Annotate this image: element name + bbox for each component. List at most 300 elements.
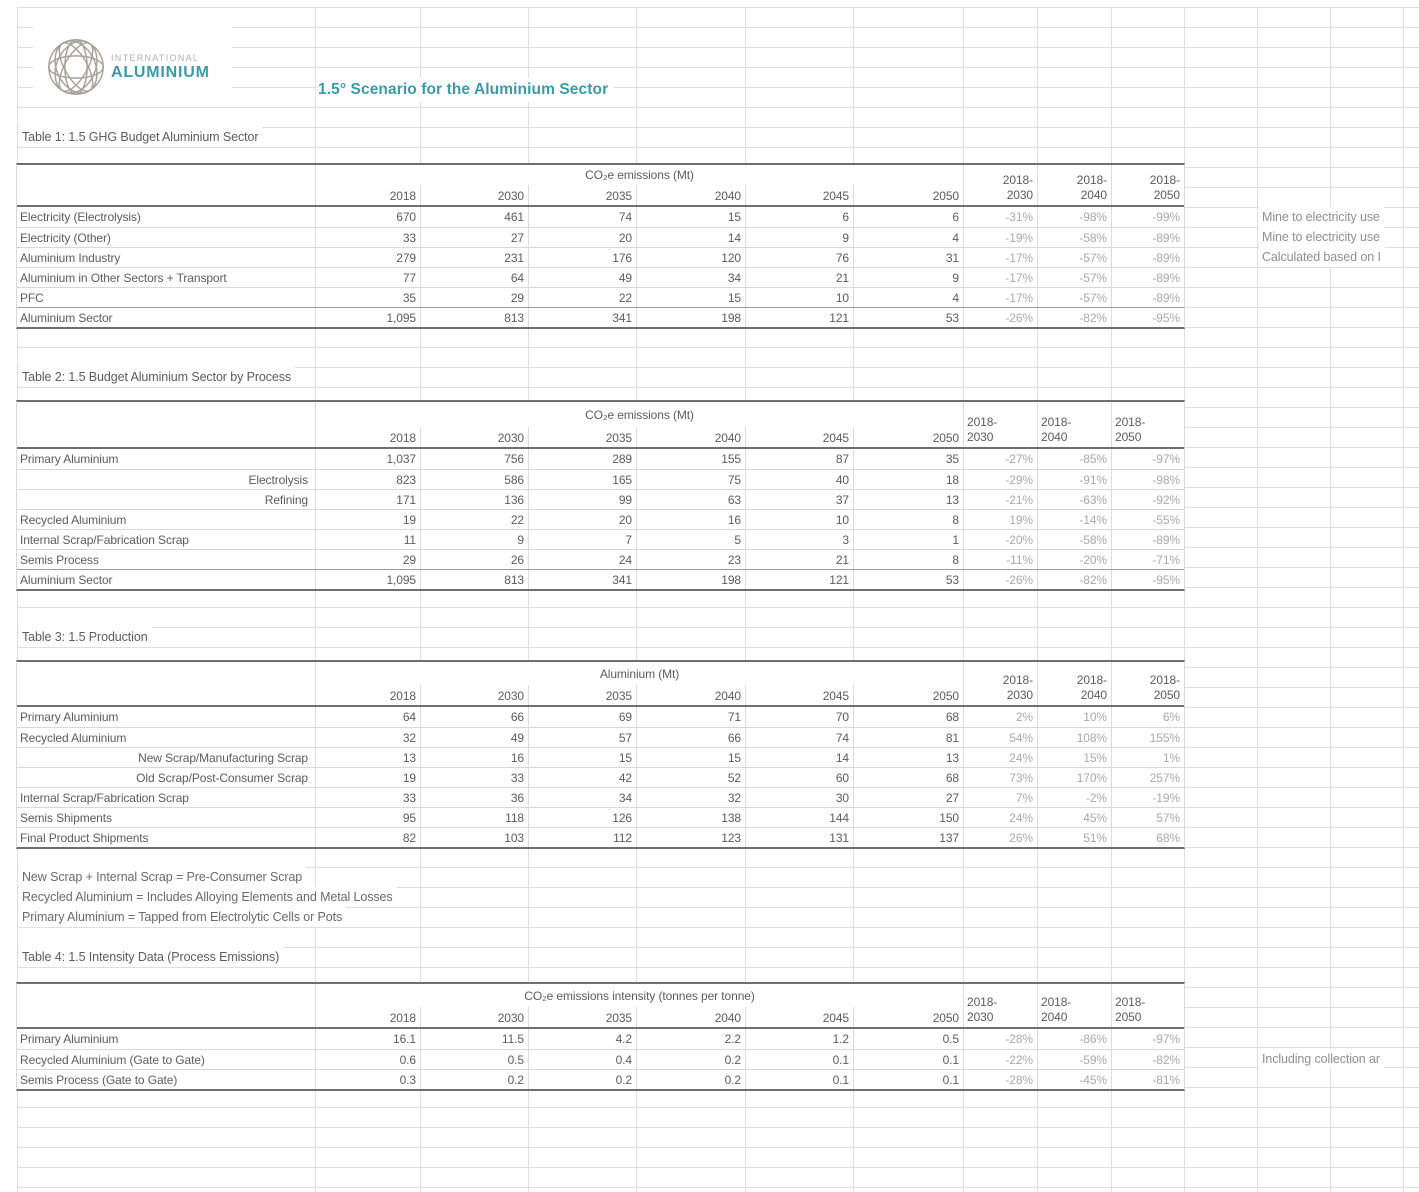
year-column-header[interactable]: 2018 — [315, 1007, 420, 1027]
value-cell[interactable]: 137 — [853, 828, 963, 847]
percent-change-cell[interactable]: 51% — [1037, 828, 1111, 847]
value-cell[interactable]: 155 — [636, 449, 745, 469]
delta-column-header[interactable]: 2018- 2030 — [963, 165, 1037, 205]
percent-change-cell[interactable]: 45% — [1037, 808, 1111, 827]
percent-change-cell[interactable]: -17% — [963, 268, 1037, 287]
percent-change-cell[interactable]: -28% — [963, 1070, 1037, 1089]
value-cell[interactable]: 69 — [528, 707, 636, 727]
value-cell[interactable]: 6 — [745, 207, 853, 227]
percent-change-cell[interactable]: -45% — [1037, 1070, 1111, 1089]
value-cell[interactable]: 15 — [636, 288, 745, 307]
percent-change-cell[interactable]: -17% — [963, 248, 1037, 267]
percent-change-cell[interactable]: -82% — [1037, 570, 1111, 589]
table-caption[interactable]: Table 2: 1.5 Budget Aluminium Sector by Process — [19, 367, 295, 387]
value-cell[interactable]: 15 — [636, 748, 745, 767]
value-cell[interactable]: 6 — [853, 207, 963, 227]
year-column-header[interactable]: 2040 — [636, 185, 745, 205]
value-cell[interactable]: 35 — [315, 288, 420, 307]
year-column-header[interactable]: 2030 — [420, 185, 528, 205]
row-label-cell[interactable]: Recycled Aluminium — [20, 512, 127, 527]
value-cell[interactable]: 87 — [745, 449, 853, 469]
value-cell[interactable]: 0.1 — [853, 1050, 963, 1069]
delta-column-header[interactable]: 2018- 2050 — [1111, 984, 1184, 1027]
percent-change-cell[interactable]: -89% — [1111, 288, 1184, 307]
table-row — [17, 1029, 1184, 1049]
value-cell[interactable]: 0.6 — [315, 1050, 420, 1069]
row-label-cell[interactable]: Recycled Aluminium — [20, 730, 127, 745]
value-cell[interactable]: 7 — [528, 530, 636, 549]
year-column-header[interactable]: 2030 — [420, 685, 528, 705]
side-note[interactable]: Including collection ar — [1259, 1049, 1384, 1069]
data-table — [16, 163, 1185, 329]
delta-column-header[interactable]: 2018- 2030 — [963, 662, 1037, 705]
year-column-header[interactable]: 2035 — [528, 427, 636, 447]
value-cell[interactable]: 29 — [315, 550, 420, 569]
percent-change-cell[interactable]: -20% — [1037, 550, 1111, 569]
percent-change-cell[interactable]: -20% — [963, 530, 1037, 549]
percent-change-cell[interactable]: -2% — [1037, 788, 1111, 807]
percent-change-cell[interactable]: -22% — [963, 1050, 1037, 1069]
value-cell[interactable]: 33 — [420, 768, 528, 787]
percent-change-cell[interactable]: -58% — [1037, 228, 1111, 247]
value-cell[interactable]: 29 — [420, 288, 528, 307]
value-cell[interactable]: 118 — [420, 808, 528, 827]
value-cell[interactable]: 0.2 — [528, 1070, 636, 1089]
value-cell[interactable]: 0.1 — [745, 1070, 853, 1089]
gridline-horizontal — [17, 107, 1419, 108]
value-cell[interactable]: 13 — [853, 748, 963, 767]
row-label-cell[interactable]: New Scrap/Manufacturing Scrap — [138, 750, 308, 765]
row-label-cell[interactable]: Primary Aluminium — [20, 710, 119, 724]
percent-change-cell[interactable]: -57% — [1037, 268, 1111, 287]
value-cell[interactable]: 103 — [420, 828, 528, 847]
table-row — [17, 727, 1184, 747]
value-cell[interactable]: 112 — [528, 828, 636, 847]
percent-change-cell[interactable]: 10% — [1037, 707, 1111, 727]
year-column-header[interactable]: 2050 — [853, 685, 963, 705]
value-cell[interactable]: 341 — [528, 308, 636, 327]
year-column-header[interactable]: 2030 — [420, 427, 528, 447]
year-column-header[interactable]: 2045 — [745, 185, 853, 205]
value-cell[interactable]: 66 — [420, 707, 528, 727]
value-cell[interactable]: 0.4 — [528, 1050, 636, 1069]
percent-change-cell[interactable]: -63% — [1037, 490, 1111, 509]
value-cell[interactable]: 756 — [420, 449, 528, 469]
year-column-header[interactable]: 2018 — [315, 427, 420, 447]
year-column-header[interactable]: 2040 — [636, 427, 745, 447]
percent-change-cell[interactable]: 170% — [1037, 768, 1111, 787]
value-cell[interactable]: 70 — [745, 707, 853, 727]
value-cell[interactable]: 9 — [745, 228, 853, 247]
delta-column-header[interactable]: 2018- 2030 — [963, 402, 1037, 447]
value-cell[interactable]: 71 — [636, 707, 745, 727]
delta-column-header[interactable]: 2018- 2040 — [1037, 165, 1111, 205]
percent-change-cell[interactable]: -89% — [1111, 268, 1184, 287]
table-header — [17, 662, 1184, 707]
percent-change-cell[interactable]: 155% — [1111, 728, 1184, 747]
sheet-title[interactable]: 1.5° Scenario for the Aluminium Sector — [318, 78, 614, 102]
percent-change-cell[interactable]: -27% — [963, 449, 1037, 469]
value-cell[interactable]: 32 — [315, 728, 420, 747]
value-cell[interactable]: 75 — [636, 470, 745, 489]
year-column-header[interactable]: 2035 — [528, 1007, 636, 1027]
year-column-header[interactable]: 2045 — [745, 685, 853, 705]
value-cell[interactable]: 20 — [528, 228, 636, 247]
value-cell[interactable]: 198 — [636, 570, 745, 589]
delta-column-header[interactable]: 2018- 2050 — [1111, 662, 1184, 705]
header-corner-cell[interactable] — [17, 165, 315, 205]
delta-column-header[interactable]: 2018- 2040 — [1037, 402, 1111, 447]
row-label-cell[interactable]: Recycled Aluminium (Gate to Gate) — [20, 1052, 205, 1067]
percent-change-cell[interactable]: -81% — [1111, 1070, 1184, 1089]
value-cell[interactable]: 1,095 — [315, 570, 420, 589]
globe-wireframe-icon — [45, 35, 107, 99]
value-cell[interactable]: 30 — [745, 788, 853, 807]
value-cell[interactable]: 82 — [315, 828, 420, 847]
percent-change-cell[interactable]: -86% — [1037, 1029, 1111, 1049]
year-column-header[interactable]: 2045 — [745, 1007, 853, 1027]
percent-change-cell[interactable]: -58% — [1037, 530, 1111, 549]
value-cell[interactable]: 131 — [745, 828, 853, 847]
percent-change-cell[interactable]: -57% — [1037, 248, 1111, 267]
gridline-vertical — [1403, 7, 1404, 1192]
percent-change-cell[interactable]: -82% — [1111, 1050, 1184, 1069]
percent-change-cell[interactable]: -71% — [1111, 550, 1184, 569]
value-cell[interactable]: 24 — [528, 550, 636, 569]
year-column-header[interactable]: 2050 — [853, 185, 963, 205]
value-cell[interactable]: 64 — [315, 707, 420, 727]
row-label-cell[interactable]: Primary Aluminium — [20, 452, 119, 466]
table-caption[interactable]: Table 4: 1.5 Intensity Data (Process Emissions) — [19, 947, 283, 967]
percent-change-cell[interactable]: -57% — [1037, 288, 1111, 307]
year-column-header[interactable]: 2018 — [315, 185, 420, 205]
delta-column-header[interactable]: 2018- 2040 — [1037, 662, 1111, 705]
value-cell[interactable]: 813 — [420, 308, 528, 327]
percent-change-cell[interactable]: 15% — [1037, 748, 1111, 767]
value-cell[interactable]: 53 — [853, 570, 963, 589]
percent-change-cell[interactable]: 257% — [1111, 768, 1184, 787]
percent-change-cell[interactable]: -11% — [963, 550, 1037, 569]
value-cell[interactable]: 64 — [420, 268, 528, 287]
percent-change-cell[interactable]: 68% — [1111, 828, 1184, 847]
header-corner-cell[interactable] — [17, 402, 315, 447]
value-cell[interactable]: 14 — [745, 748, 853, 767]
percent-change-cell[interactable]: 7% — [963, 788, 1037, 807]
table-row — [17, 489, 1184, 509]
value-cell[interactable]: 823 — [315, 470, 420, 489]
unit-header-cell[interactable]: CO₂e emissions intensity (tonnes per tonne) — [315, 984, 963, 1007]
year-column-header[interactable]: 2018 — [315, 685, 420, 705]
unit-header-cell[interactable]: CO₂e emissions (Mt) — [315, 165, 963, 185]
row-label-cell[interactable]: Electricity (Electrolysis) — [20, 210, 141, 224]
value-cell[interactable]: 68 — [853, 707, 963, 727]
value-cell[interactable]: 66 — [636, 728, 745, 747]
value-cell[interactable]: 16 — [420, 748, 528, 767]
percent-change-cell[interactable]: 54% — [963, 728, 1037, 747]
value-cell[interactable]: 13 — [853, 490, 963, 509]
value-cell[interactable]: 40 — [745, 470, 853, 489]
value-cell[interactable]: 34 — [528, 788, 636, 807]
value-cell[interactable]: 22 — [528, 288, 636, 307]
value-cell[interactable]: 33 — [315, 228, 420, 247]
value-cell[interactable]: 33 — [315, 788, 420, 807]
delta-column-header[interactable]: 2018- 2050 — [1111, 402, 1184, 447]
value-cell[interactable]: 37 — [745, 490, 853, 509]
value-cell[interactable]: 0.2 — [636, 1050, 745, 1069]
row-label-cell[interactable]: Internal Scrap/Fabrication Scrap — [20, 532, 189, 547]
year-column-header[interactable]: 2030 — [420, 1007, 528, 1027]
percent-change-cell[interactable]: -89% — [1111, 530, 1184, 549]
row-label-cell[interactable]: Aluminium Sector — [20, 310, 113, 325]
value-cell[interactable]: 36 — [420, 788, 528, 807]
value-cell[interactable]: 0.1 — [745, 1050, 853, 1069]
value-cell[interactable]: 120 — [636, 248, 745, 267]
value-cell[interactable]: 15 — [528, 748, 636, 767]
value-cell[interactable]: 0.1 — [853, 1070, 963, 1089]
value-cell[interactable]: 8 — [853, 510, 963, 529]
percent-change-cell[interactable]: -99% — [1111, 207, 1184, 227]
value-cell[interactable]: 19 — [315, 768, 420, 787]
value-cell[interactable]: 13 — [315, 748, 420, 767]
value-cell[interactable]: 21 — [745, 550, 853, 569]
value-cell[interactable]: 231 — [420, 248, 528, 267]
value-cell[interactable]: 35 — [853, 449, 963, 469]
percent-change-cell[interactable]: -92% — [1111, 490, 1184, 509]
percent-change-cell[interactable]: -26% — [963, 308, 1037, 327]
value-cell[interactable]: 3 — [745, 530, 853, 549]
value-cell[interactable]: 11 — [315, 530, 420, 549]
table-caption[interactable]: Table 1: 1.5 GHG Budget Aluminium Sector — [19, 127, 262, 147]
value-cell[interactable]: 63 — [636, 490, 745, 509]
data-table — [16, 400, 1185, 591]
value-cell[interactable]: 27 — [420, 228, 528, 247]
value-cell[interactable]: 74 — [745, 728, 853, 747]
value-cell[interactable]: 16.1 — [315, 1029, 420, 1049]
value-cell[interactable]: 1.2 — [745, 1029, 853, 1049]
value-cell[interactable]: 670 — [315, 207, 420, 227]
percent-change-cell[interactable]: -19% — [1111, 788, 1184, 807]
table-row — [17, 787, 1184, 807]
percent-change-cell[interactable]: 24% — [963, 748, 1037, 767]
table-row — [17, 807, 1184, 827]
row-label-cell[interactable]: Final Product Shipments — [20, 830, 149, 845]
percent-change-cell[interactable]: 6% — [1111, 707, 1184, 727]
year-column-header[interactable]: 2040 — [636, 1007, 745, 1027]
delta-column-header[interactable]: 2018- 2030 — [963, 984, 1037, 1027]
header-corner-cell[interactable] — [17, 984, 315, 1027]
value-cell[interactable]: 20 — [528, 510, 636, 529]
value-cell[interactable]: 144 — [745, 808, 853, 827]
percent-change-cell[interactable]: 57% — [1111, 808, 1184, 827]
percent-change-cell[interactable]: -28% — [963, 1029, 1037, 1049]
value-cell[interactable]: 176 — [528, 248, 636, 267]
value-cell[interactable]: 1,095 — [315, 308, 420, 327]
header-corner-cell[interactable] — [17, 662, 315, 705]
percent-change-cell[interactable]: 1% — [1111, 748, 1184, 767]
value-cell[interactable]: 136 — [420, 490, 528, 509]
value-cell[interactable]: 26 — [420, 550, 528, 569]
value-cell[interactable]: 74 — [528, 207, 636, 227]
footnote[interactable]: Primary Aluminium = Tapped from Electrolytic Cells or Pots — [19, 907, 346, 927]
value-cell[interactable]: 18 — [853, 470, 963, 489]
value-cell[interactable]: 53 — [853, 308, 963, 327]
percent-change-cell[interactable]: 2% — [963, 707, 1037, 727]
value-cell[interactable]: 4 — [853, 288, 963, 307]
value-cell[interactable]: 121 — [745, 570, 853, 589]
percent-change-cell[interactable]: -97% — [1111, 449, 1184, 469]
percent-change-cell[interactable]: -19% — [963, 228, 1037, 247]
value-cell[interactable]: 5 — [636, 530, 745, 549]
percent-change-cell[interactable]: -98% — [1111, 470, 1184, 489]
row-label-cell[interactable]: Internal Scrap/Fabrication Scrap — [20, 790, 189, 805]
percent-change-cell[interactable]: -91% — [1037, 470, 1111, 489]
percent-change-cell[interactable]: -31% — [963, 207, 1037, 227]
row-label-cell[interactable]: Electrolysis — [248, 472, 308, 487]
percent-change-cell[interactable]: -29% — [963, 470, 1037, 489]
side-note[interactable]: Mine to electricity use — [1259, 227, 1384, 247]
row-label-cell[interactable]: Semis Process (Gate to Gate) — [20, 1072, 178, 1087]
unit-header-cell[interactable]: CO₂e emissions (Mt) — [315, 402, 963, 427]
value-cell[interactable]: 31 — [853, 248, 963, 267]
value-cell[interactable]: 813 — [420, 570, 528, 589]
value-cell[interactable]: 8 — [853, 550, 963, 569]
value-cell[interactable]: 57 — [528, 728, 636, 747]
row-label-cell[interactable]: Aluminium in Other Sectors + Transport — [20, 270, 227, 285]
value-cell[interactable]: 68 — [853, 768, 963, 787]
value-cell[interactable]: 16 — [636, 510, 745, 529]
footnote[interactable]: New Scrap + Internal Scrap = Pre-Consumer Scrap — [19, 867, 306, 887]
row-label-cell[interactable]: Semis Shipments — [20, 810, 112, 825]
value-cell[interactable]: 2.2 — [636, 1029, 745, 1049]
delta-column-header[interactable]: 2018- 2040 — [1037, 984, 1111, 1027]
value-cell[interactable]: 95 — [315, 808, 420, 827]
percent-change-cell[interactable]: -17% — [963, 288, 1037, 307]
value-cell[interactable]: 15 — [636, 207, 745, 227]
value-cell[interactable]: 138 — [636, 808, 745, 827]
gridline-horizontal — [17, 1107, 1419, 1108]
value-cell[interactable]: 10 — [745, 288, 853, 307]
value-cell[interactable]: 121 — [745, 308, 853, 327]
value-cell[interactable]: 52 — [636, 768, 745, 787]
percent-change-cell[interactable]: 26% — [963, 828, 1037, 847]
row-label-cell[interactable]: Refining — [264, 492, 308, 507]
percent-change-cell[interactable]: 19% — [963, 510, 1037, 529]
value-cell[interactable]: 0.3 — [315, 1070, 420, 1089]
value-cell[interactable]: 49 — [420, 728, 528, 747]
year-column-header[interactable]: 2035 — [528, 185, 636, 205]
row-label-cell[interactable]: PFC — [20, 290, 44, 305]
value-cell[interactable]: 4.2 — [528, 1029, 636, 1049]
table-caption[interactable]: Table 3: 1.5 Production — [19, 627, 152, 647]
value-cell[interactable]: 586 — [420, 470, 528, 489]
value-cell[interactable]: 1 — [853, 530, 963, 549]
year-column-header[interactable]: 2045 — [745, 427, 853, 447]
value-cell[interactable]: 21 — [745, 268, 853, 287]
value-cell[interactable]: 0.2 — [420, 1070, 528, 1089]
percent-change-cell[interactable]: -21% — [963, 490, 1037, 509]
value-cell[interactable]: 22 — [420, 510, 528, 529]
value-cell[interactable]: 279 — [315, 248, 420, 267]
percent-change-cell[interactable]: 24% — [963, 808, 1037, 827]
row-label-cell[interactable]: Electricity (Other) — [20, 230, 111, 245]
value-cell[interactable]: 60 — [745, 768, 853, 787]
value-cell[interactable]: 49 — [528, 268, 636, 287]
percent-change-cell[interactable]: 108% — [1037, 728, 1111, 747]
value-cell[interactable]: 81 — [853, 728, 963, 747]
percent-change-cell[interactable]: -89% — [1111, 248, 1184, 267]
value-cell[interactable]: 4 — [853, 228, 963, 247]
delta-column-header[interactable]: 2018- 2050 — [1111, 165, 1184, 205]
percent-change-cell[interactable]: -85% — [1037, 449, 1111, 469]
value-cell[interactable]: 19 — [315, 510, 420, 529]
row-label-cell[interactable]: Aluminium Sector — [20, 572, 113, 587]
percent-change-cell[interactable]: -95% — [1111, 570, 1184, 589]
unit-header-cell[interactable]: Aluminium (Mt) — [315, 662, 963, 685]
value-cell[interactable]: 9 — [853, 268, 963, 287]
year-column-header[interactable]: 2035 — [528, 685, 636, 705]
value-cell[interactable]: 42 — [528, 768, 636, 787]
percent-change-cell[interactable]: -95% — [1111, 308, 1184, 327]
row-label-cell[interactable]: Semis Process — [20, 552, 99, 567]
year-column-header[interactable]: 2050 — [853, 427, 963, 447]
value-cell[interactable]: 150 — [853, 808, 963, 827]
value-cell[interactable]: 165 — [528, 470, 636, 489]
value-cell[interactable]: 10 — [745, 510, 853, 529]
logo-text-aluminium: ALUMINIUM — [111, 63, 210, 81]
percent-change-cell[interactable]: -59% — [1037, 1050, 1111, 1069]
value-cell[interactable]: 289 — [528, 449, 636, 469]
row-label-cell[interactable]: Aluminium Industry — [20, 250, 121, 265]
value-cell[interactable]: 0.5 — [853, 1029, 963, 1049]
percent-change-cell[interactable]: -97% — [1111, 1029, 1184, 1049]
value-cell[interactable]: 27 — [853, 788, 963, 807]
side-note[interactable]: Mine to electricity use — [1259, 207, 1384, 227]
value-cell[interactable]: 341 — [528, 570, 636, 589]
value-cell[interactable]: 126 — [528, 808, 636, 827]
year-column-header[interactable]: 2040 — [636, 685, 745, 705]
year-column-header[interactable]: 2050 — [853, 1007, 963, 1027]
percent-change-cell[interactable]: -89% — [1111, 228, 1184, 247]
value-cell[interactable]: 76 — [745, 248, 853, 267]
percent-change-cell[interactable]: -98% — [1037, 207, 1111, 227]
value-cell[interactable]: 9 — [420, 530, 528, 549]
percent-change-cell[interactable]: -55% — [1111, 510, 1184, 529]
value-cell[interactable]: 77 — [315, 268, 420, 287]
footnote[interactable]: Recycled Aluminium = Includes Alloying Elements and Metal Losses — [19, 887, 397, 907]
value-cell[interactable]: 11.5 — [420, 1029, 528, 1049]
value-cell[interactable]: 32 — [636, 788, 745, 807]
percent-change-cell[interactable]: -14% — [1037, 510, 1111, 529]
table-row — [17, 247, 1184, 267]
percent-change-cell[interactable]: -26% — [963, 570, 1037, 589]
row-label-cell[interactable]: Primary Aluminium — [20, 1032, 119, 1046]
value-cell[interactable]: 99 — [528, 490, 636, 509]
percent-change-cell[interactable]: -82% — [1037, 308, 1111, 327]
value-cell[interactable]: 14 — [636, 228, 745, 247]
value-cell[interactable]: 0.5 — [420, 1050, 528, 1069]
value-cell[interactable]: 198 — [636, 308, 745, 327]
value-cell[interactable]: 171 — [315, 490, 420, 509]
value-cell[interactable]: 23 — [636, 550, 745, 569]
value-cell[interactable]: 34 — [636, 268, 745, 287]
row-label-cell[interactable]: Old Scrap/Post-Consumer Scrap — [136, 770, 308, 785]
value-cell[interactable]: 1,037 — [315, 449, 420, 469]
value-cell[interactable]: 0.2 — [636, 1070, 745, 1089]
value-cell[interactable]: 123 — [636, 828, 745, 847]
value-cell[interactable]: 461 — [420, 207, 528, 227]
side-note[interactable]: Calculated based on I — [1259, 247, 1385, 267]
percent-change-cell[interactable]: 73% — [963, 768, 1037, 787]
